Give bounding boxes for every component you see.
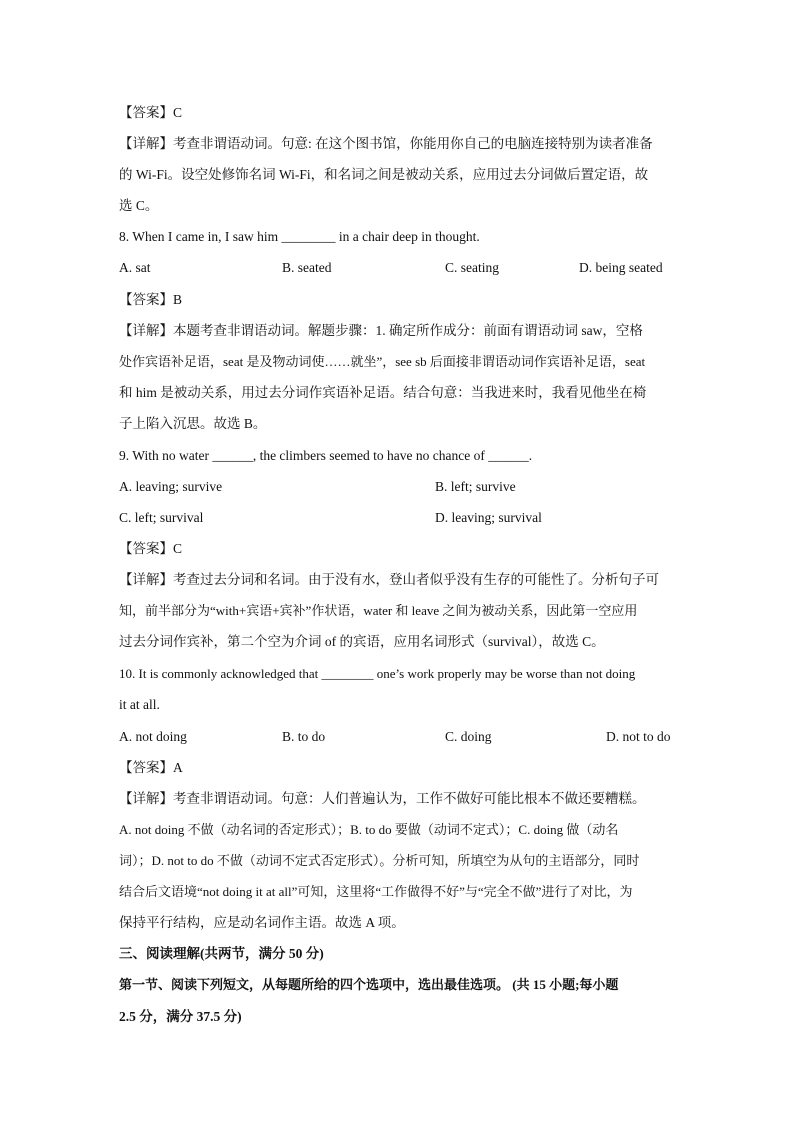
explanation-q10-line5: 保持平行结构，应是动名词作主语。故选 A 项。 xyxy=(119,915,405,930)
answer-label-q8: 【答案】B xyxy=(119,292,183,307)
explanation-q8-line3: 和 him 是被动关系，用过去分词作宾语补足语。结合句意：当我进来时，我看见他坐在椅 xyxy=(119,385,647,400)
question-10-line2: it at all. xyxy=(119,697,160,712)
section-part1-instruction-line2: 2.5 分，满分 37.5 分) xyxy=(119,1009,242,1024)
explanation-q7-line2: 的 Wi-Fi。设空处修饰名词 Wi-Fi，和名词之间是被动关系，应用过去分词做后置定语，故 xyxy=(119,167,649,182)
question-9: 9. With no water ______, the climbers seemed to have no chance of ______. xyxy=(119,448,533,463)
explanation-q7-line1: 【详解】考查非谓语动词。句意: 在这个图书馆，你能用你自己的电脑连接特别为读者准备 xyxy=(119,136,653,151)
q9-option-d: D. leaving; survival xyxy=(435,510,542,525)
explanation-q9-line3: 过去分词作宾补，第二个空为介词 of 的宾语，应用名词形式（survival），故选 C。 xyxy=(119,634,605,649)
q9-option-b: B. left; survive xyxy=(435,479,516,494)
q10-option-d: D. not to do xyxy=(606,729,671,744)
explanation-q8-line2: 处作宾语补足语，seat 是及物动词使……就坐”，see sb 后面接非谓语动词作宾语补足语，seat xyxy=(119,354,646,369)
explanation-q10-line3: 词）；D. not to do 不做（动词不定式否定形式）。分析可知，所填空为从句的主语部分，同时 xyxy=(119,853,640,868)
q8-option-b: B. seated xyxy=(282,260,332,275)
q8-option-a: A. sat xyxy=(119,260,151,275)
answer-label-q9: 【答案】C xyxy=(119,541,183,556)
answer-label-q7: 【答案】C xyxy=(119,105,183,120)
section-heading: 三、阅读理解(共两节，满分 50 分) xyxy=(119,946,324,961)
q10-option-b: B. to do xyxy=(282,729,326,744)
q9-option-a: A. leaving; survive xyxy=(119,479,223,494)
explanation-q7-line3: 选 C。 xyxy=(119,198,159,213)
section-part1-instruction-line1: 第一节、阅读下列短文，从每题所给的四个选项中，选出最佳选项。 (共 15 小题;每小题 xyxy=(119,977,619,992)
q8-option-c: C. seating xyxy=(445,260,499,275)
answer-label-q10: 【答案】A xyxy=(119,760,183,775)
explanation-q9-line2: 知，前半部分为“with+宾语+宾补”作状语，water 和 leave 之间为被动关系，因此第一空应用 xyxy=(119,603,638,618)
q10-option-a: A. not doing xyxy=(119,729,187,744)
question-8: 8. When I came in, I saw him ________ in a chair deep in thought. xyxy=(119,229,480,244)
explanation-q8-line4: 子上陷入沉思。故选 B。 xyxy=(119,416,267,431)
q9-option-c: C. left; survival xyxy=(119,510,204,525)
q8-option-d: D. being seated xyxy=(579,260,663,275)
q10-option-c: C. doing xyxy=(445,729,492,744)
explanation-q10-line4: 结合后文语境“not doing it at all”可知，这里将“工作做得不好”与“完全不做”进行了对比，为 xyxy=(119,884,633,899)
explanation-q10-line1: 【详解】考查非谓语动词。句意：人们普遍认为，工作不做好可能比根本不做还要糟糕。 xyxy=(119,791,646,806)
explanation-q9-line1: 【详解】考查过去分词和名词。由于没有水，登山者似乎没有生存的可能性了。分析句子可 xyxy=(119,572,659,587)
question-10-line1: 10. It is commonly acknowledged that ________ one’s work properly may be worse than not doing xyxy=(119,666,636,681)
explanation-q10-line2: A. not doing 不做（动名词的否定形式）；B. to do 要做（动词不定式）；C. doing 做（动名 xyxy=(119,822,619,837)
explanation-q8-line1: 【详解】本题考查非谓语动词。解题步骤：1. 确定所作成分：前面有谓语动词 saw，空格 xyxy=(119,323,643,338)
